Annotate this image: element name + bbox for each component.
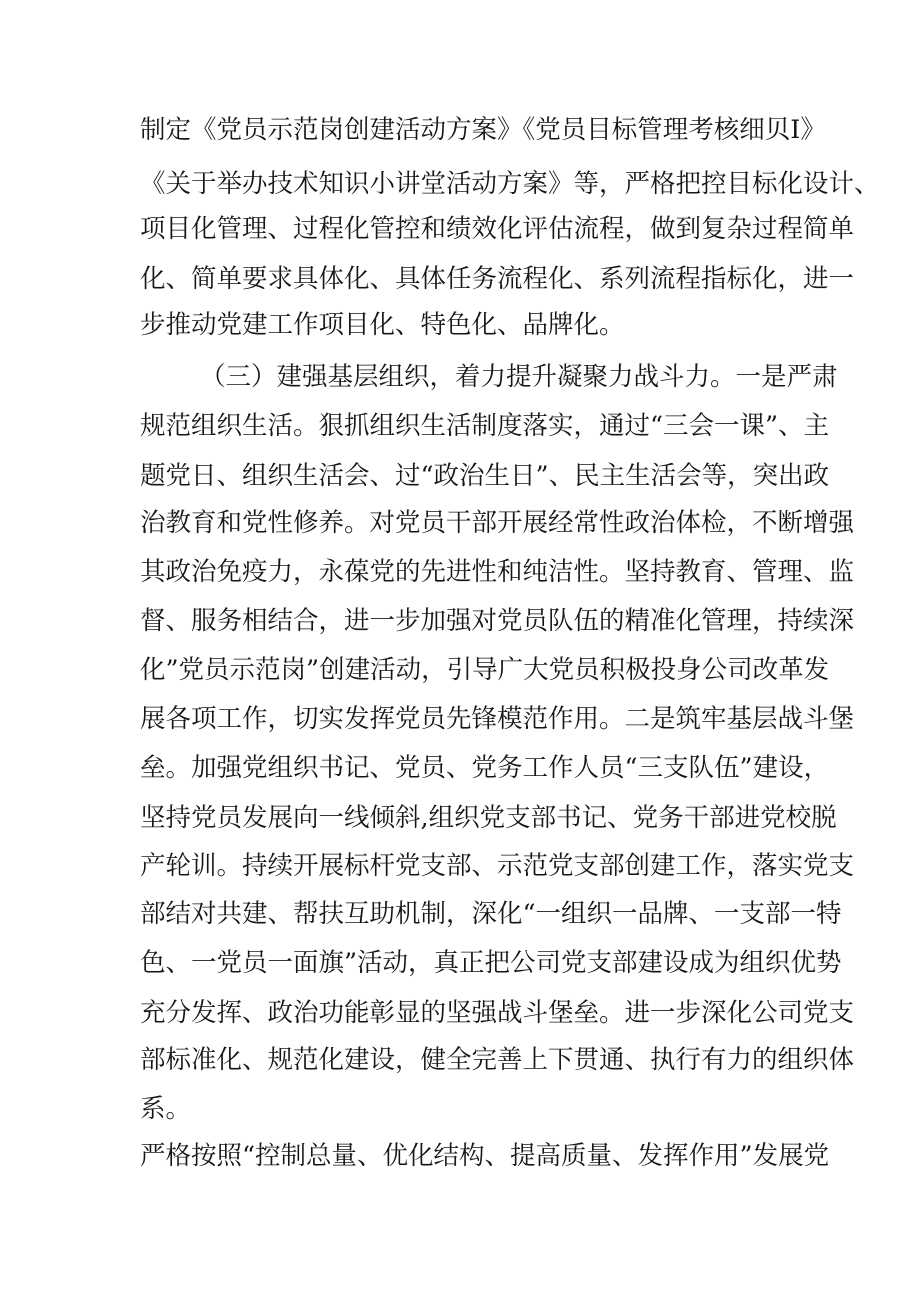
- text-line-2: 《关于举办技术知识小讲堂活动方案》等，严格把控目标化设计、: [140, 169, 880, 199]
- section-heading-line: （三）建强基层组织，着力提升凝聚力战斗力。一是严肃: [200, 362, 838, 392]
- text-line-20: 部标准化、规范化建设，健全完善上下贯通、执行有力的组织体: [140, 1045, 855, 1075]
- text-line-11: 督、服务相结合，进一步加强对党员队伍的精准化管理，持续深: [140, 606, 855, 636]
- text-line-7: 规范组织生活。狠抓组织生活制度落实，通过“三会一课”、主: [140, 411, 830, 441]
- text-line-19: 充分发挥、政治功能彰显的坚强战斗堡垒。进一步深化公司党支: [140, 998, 855, 1028]
- text-line-3: 项目化管理、过程化管控和绩效化评估流程，做到复杂过程简单: [140, 214, 855, 244]
- text-line-9: 治教育和党性修养。对党员干部开展经常性政治体检，不断增强: [140, 508, 855, 538]
- text-line-21: 系。: [140, 1094, 192, 1124]
- text-line-12: 化”党员示范岗”创建活动，引导广大党员积极投身公司改革发: [140, 655, 830, 685]
- text-line-13: 展各项工作，切实发挥党员先锋模范作用。二是筑牢基层战斗堡: [140, 704, 855, 734]
- text-line-18: 色、一党员一面旗”活动，真正把公司党支部建设成为组织优势: [140, 948, 842, 978]
- text-line-1: 制定《党员示范岗创建活动方案》《党员目标管理考核细贝I》: [140, 115, 826, 145]
- text-line-16: 产轮训。持续开展标杆党支部、示范党支部创建工作，落实党支: [140, 851, 855, 881]
- text-line-17: 部结对共建、帮扶互助机制，深化“一组织一品牌、一支部一特: [140, 899, 842, 929]
- text-line-10: 其政治免疫力，永葆党的先进性和纯洁性。坚持教育、管理、监: [140, 557, 855, 587]
- text-line-14: 垒。加强党组织书记、党员、党务工作人员“三支队伍”建设，: [140, 753, 830, 783]
- text-line-15: 坚持党员发展向一线倾斜,组织党支部书记、党务干部进党校脱: [140, 803, 837, 833]
- text-line-22: 严格按照“控制总量、优化结构、提高质量、发挥作用”发展党: [140, 1141, 830, 1171]
- text-line-4: 化、简单要求具体化、具体任务流程化、系列流程指标化，进一: [140, 264, 855, 294]
- text-line-5: 步推动党建工作项目化、特色化、品牌化。: [140, 310, 625, 340]
- text-line-8: 题党日、组织生活会、过“政治生日”、民主生活会等，突出政: [140, 461, 830, 491]
